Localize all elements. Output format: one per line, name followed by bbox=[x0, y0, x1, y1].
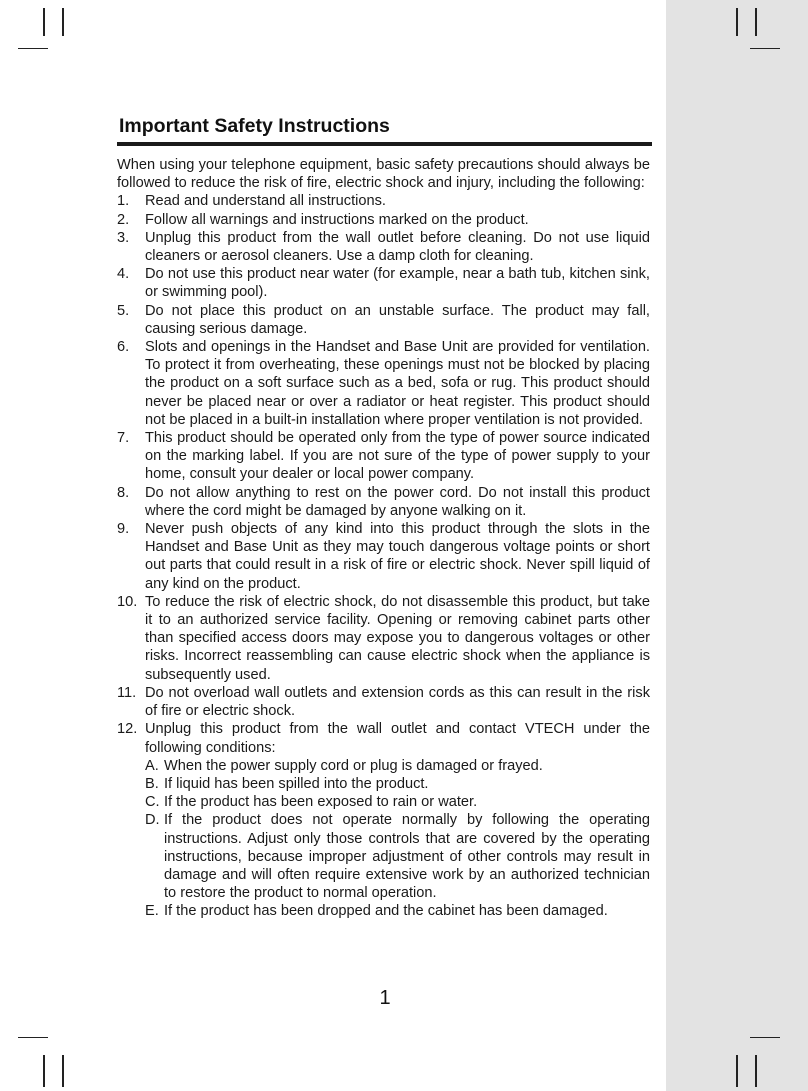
intro-paragraph: When using your telephone equipment, basic safety precautions should always be followed to reduce the risk of fire, electric shock and injury, including the following: bbox=[117, 157, 650, 192]
list-item bbox=[117, 302, 650, 338]
sub-text: If the product does not operate normally by following the operating instructions. Adjust only those controls that are covered by the operating instructions, because improper adjustment of other controls may result in damage and will often require extensive work by an authorized technician to restore the product to normal operation. bbox=[164, 812, 650, 902]
sub-text: If liquid has been spilled into the product. bbox=[164, 775, 429, 792]
sublist-item bbox=[117, 811, 650, 902]
item-number: 7. bbox=[117, 430, 130, 447]
list-item bbox=[117, 192, 650, 210]
item-number: 3. bbox=[117, 229, 130, 246]
crop-mark bbox=[62, 1055, 64, 1087]
sub-letter: D. bbox=[145, 812, 160, 829]
crop-mark bbox=[755, 8, 757, 36]
page-number: 1 bbox=[379, 987, 391, 1009]
item-text: Read and understand all instructions. bbox=[145, 193, 386, 210]
item-number: 10. bbox=[117, 593, 138, 610]
list-item bbox=[117, 265, 650, 301]
item-text: Do not place this product on an unstable surface. The product may fall, causing serious damage. bbox=[145, 302, 650, 337]
item-text: Slots and openings in the Handset and Base Unit are provided for ventilation. To protect it from overheating, these openings must not be blocked by placing the product on a soft surface such as a bed, sofa or rug. This product should never be placed near or over a radiator or heat register. This product should not be placed in a built-in installation where proper ventilation is not provided. bbox=[145, 339, 650, 428]
sublist-item bbox=[117, 757, 650, 775]
list-item bbox=[117, 229, 650, 265]
page-title: Important Safety Instructions bbox=[119, 115, 390, 137]
sub-text: When the power supply cord or plug is damaged or frayed. bbox=[164, 757, 543, 774]
item-text: Unplug this product from the wall outlet before cleaning. Do not use liquid cleaners or aerosol cleaners. Use a damp cloth for cleaning. bbox=[145, 229, 650, 265]
crop-mark bbox=[736, 8, 738, 36]
item-number: 5. bbox=[117, 302, 130, 319]
item-number: 1. bbox=[117, 193, 130, 210]
item-number: 6. bbox=[117, 339, 130, 356]
conditions-list bbox=[117, 757, 650, 921]
item-text: This product should be operated only from the type of power source indicated on the marking label. If you are not sure of the type of power supply to your home, consult your dealer or local power company. bbox=[145, 430, 650, 483]
crop-mark bbox=[18, 1037, 48, 1038]
sub-text: If the product has been dropped and the cabinet has been damaged. bbox=[164, 903, 608, 920]
item-number: 4. bbox=[117, 266, 130, 283]
page-edge-strip bbox=[666, 0, 808, 1091]
title-divider bbox=[117, 142, 652, 146]
item-number: 9. bbox=[117, 521, 130, 538]
sub-letter: B. bbox=[145, 775, 159, 792]
item-number: 11. bbox=[117, 684, 137, 701]
list-item bbox=[117, 593, 650, 684]
sublist-item bbox=[117, 775, 650, 793]
crop-mark bbox=[750, 48, 780, 49]
item-number: 12. bbox=[117, 721, 138, 738]
sublist-item bbox=[117, 793, 650, 811]
item-text: Unplug this product from the wall outlet and contact VTECH under the following conditions: bbox=[145, 721, 650, 756]
crop-mark bbox=[43, 8, 45, 36]
item-text: Follow all warnings and instructions marked on the product. bbox=[145, 211, 529, 228]
sub-letter: A. bbox=[145, 757, 159, 774]
sub-letter: C. bbox=[145, 794, 160, 811]
list-item bbox=[117, 720, 650, 756]
document-body bbox=[117, 156, 650, 921]
sub-text: If the product has been exposed to rain or water. bbox=[164, 794, 478, 811]
sublist-item bbox=[117, 902, 650, 920]
list-item bbox=[117, 211, 650, 229]
item-text: To reduce the risk of electric shock, do not disassemble this product, but take it to an authorized service facility. Opening or removing cabinet parts other than specified access doors may expose you to dangerous voltages or other risks. Incorrect reassembling can cause electric shock when the appliance is subsequently used. bbox=[145, 593, 650, 683]
item-text: Do not allow anything to rest on the power cord. Do not install this product where the cord might be damaged by anyone walking on it. bbox=[145, 484, 650, 519]
list-item bbox=[117, 338, 650, 429]
list-item bbox=[117, 520, 650, 593]
item-text: Never push objects of any kind into this product through the slots in the Handset and Base Unit as they may touch dangerous voltage points or short out parts that could result in a risk of fire or electric shock. Never spill liquid of any kind on the product. bbox=[145, 521, 650, 592]
item-number: 2. bbox=[117, 211, 130, 228]
instructions-list bbox=[117, 192, 650, 756]
item-number: 8. bbox=[117, 484, 130, 501]
sub-letter: E. bbox=[145, 903, 159, 920]
crop-mark bbox=[62, 8, 64, 36]
list-item bbox=[117, 684, 650, 720]
list-item bbox=[117, 484, 650, 520]
crop-mark bbox=[755, 1055, 757, 1087]
item-text: Do not overload wall outlets and extension cords as this can result in the risk of fire or electric shock. bbox=[145, 684, 650, 720]
crop-mark bbox=[750, 1037, 780, 1038]
crop-mark bbox=[18, 48, 48, 49]
item-text: Do not use this product near water (for example, near a bath tub, kitchen sink, or swimming pool). bbox=[145, 266, 650, 301]
crop-mark bbox=[43, 1055, 45, 1087]
crop-mark bbox=[736, 1055, 738, 1087]
list-item bbox=[117, 429, 650, 484]
